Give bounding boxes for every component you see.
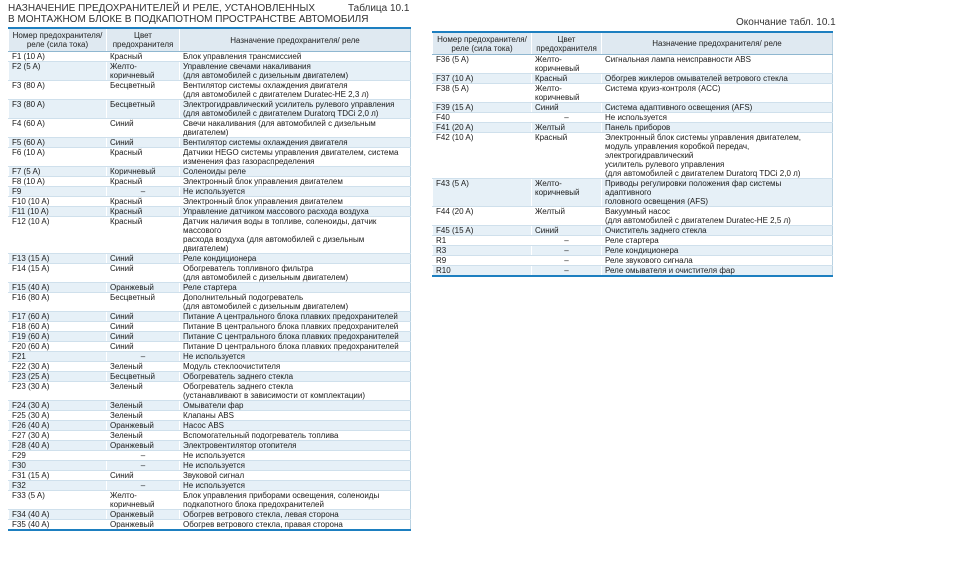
title-line-2: В МОНТАЖНОМ БЛОКЕ В ПОДКАПОТНОМ ПРОСТРАНСТВЕ АВТОМОБИЛЯ (8, 14, 369, 25)
continuation-label: Окончание табл. 10.1 (736, 17, 836, 28)
fuse-color: Синий (107, 342, 180, 352)
fuse-color: – (107, 461, 180, 471)
fuse-color: Оранжевый (107, 510, 180, 520)
fuse-number: F11 (10 A) (9, 207, 107, 217)
fuse-purpose: Дополнительный подогреватель (для автомобилей с дизельным двигателем) (180, 293, 411, 312)
table-row (9, 138, 411, 148)
fuse-number: F19 (60 A) (9, 332, 107, 342)
table-row (9, 382, 411, 401)
fuse-purpose: Вентилятор системы охлаждения двигателя (180, 138, 411, 148)
fuse-purpose: Реле звукового сигнала (602, 256, 833, 266)
fuse-color: Синий (107, 264, 180, 283)
fuse-number: R10 (433, 266, 532, 277)
fuse-purpose: Насос ABS (180, 421, 411, 431)
fuse-color: Синий (532, 103, 602, 113)
table-row (433, 55, 833, 74)
table-row (433, 236, 833, 246)
fuse-number: F42 (10 A) (433, 133, 532, 179)
fuse-number: F44 (20 A) (433, 207, 532, 226)
fuse-color: Желто- коричневый (532, 179, 602, 207)
table-row (9, 451, 411, 461)
table-row (433, 133, 833, 179)
fuse-number: F13 (15 A) (9, 254, 107, 264)
fuse-purpose: Электронный блок управления двигателем (180, 177, 411, 187)
table-row (9, 322, 411, 332)
table-row (9, 342, 411, 352)
fuse-number: F23 (25 A) (9, 372, 107, 382)
table-row (433, 246, 833, 256)
fuse-number: F36 (5 A) (433, 55, 532, 74)
table-row (9, 197, 411, 207)
table-row (9, 481, 411, 491)
fuse-purpose: Звуковой сигнал (180, 471, 411, 481)
table-row (433, 113, 833, 123)
table-row (9, 491, 411, 510)
fuse-purpose: Блок управления приборами освещения, соленоиды подкапотного блока предохранителей (180, 491, 411, 510)
fuse-color: Синий (107, 254, 180, 264)
fuse-number: F27 (30 A) (9, 431, 107, 441)
fuse-color: Оранжевый (107, 283, 180, 293)
fuse-number: F28 (40 A) (9, 441, 107, 451)
table-row (9, 283, 411, 293)
fuse-number: F29 (9, 451, 107, 461)
fuse-number: R1 (433, 236, 532, 246)
fuse-purpose: Панель приборов (602, 123, 833, 133)
fuse-color: Красный (107, 197, 180, 207)
fuse-number: F35 (40 A) (9, 520, 107, 531)
fuse-number: F21 (9, 352, 107, 362)
fuse-purpose: Система круиз-контроля (ACC) (602, 84, 833, 103)
fuse-number: F5 (60 A) (9, 138, 107, 148)
fuse-color: Синий (532, 226, 602, 236)
fuse-color: Бесцветный (107, 100, 180, 119)
fuse-color: Бесцветный (107, 293, 180, 312)
fuse-number: F37 (10 A) (433, 74, 532, 84)
fuse-purpose: Вентилятор системы охлаждения двигателя (для автомобилей с двигателем Duratec-HE 2,3 л) (180, 81, 411, 100)
fuse-number: F6 (10 A) (9, 148, 107, 167)
fuse-purpose: Реле кондиционера (602, 246, 833, 256)
fuse-number: F23 (30 A) (9, 382, 107, 401)
fuse-purpose: Датчик наличия воды в топливе, соленоиды, датчик массового расхода воздуха (для автомобилей с дизельным двигателем) (180, 217, 411, 254)
fuse-color: Красный (107, 217, 180, 254)
fuse-purpose: Приводы регулировки положения фар системы адаптивного головного освещения (AFS) (602, 179, 833, 207)
fuse-table-right (432, 31, 833, 277)
fuse-purpose: Сигнальная лампа неисправности ABS (602, 55, 833, 74)
fuse-number: F25 (30 A) (9, 411, 107, 421)
table-row (9, 510, 411, 520)
fuse-number: F26 (40 A) (9, 421, 107, 431)
table-row (9, 167, 411, 177)
table-row (433, 123, 833, 133)
fuse-color: Синий (107, 471, 180, 481)
fuse-number: F38 (5 A) (433, 84, 532, 103)
header-color: Цвет предохранителя (107, 28, 180, 52)
fuse-number: F3 (80 A) (9, 81, 107, 100)
fuse-color: Желто- коричневый (107, 62, 180, 81)
fuse-purpose: Вакуумный насос (для автомобилей с двигателем Duratec-HE 2,5 л) (602, 207, 833, 226)
fuse-color: Красный (107, 148, 180, 167)
fuse-purpose: Реле стартера (180, 283, 411, 293)
fuse-purpose: Блок управления трансмиссией (180, 52, 411, 62)
fuse-number: F45 (15 A) (433, 226, 532, 236)
table-row (9, 520, 411, 531)
fuse-table-left (8, 27, 411, 531)
fuse-purpose: Не используется (180, 187, 411, 197)
table-row (433, 207, 833, 226)
fuse-number: F9 (9, 187, 107, 197)
fuse-color: – (107, 352, 180, 362)
table-row (9, 100, 411, 119)
fuse-color: Коричневый (107, 167, 180, 177)
fuse-purpose: Электрогидравлический усилитель рулевого управления (для автомобилей с двигателем Duratorq TDCi 2,0 л) (180, 100, 411, 119)
table-row (9, 352, 411, 362)
fuse-purpose: Омыватели фар (180, 401, 411, 411)
fuse-number: F10 (10 A) (9, 197, 107, 207)
fuse-number: F22 (30 A) (9, 362, 107, 372)
fuse-number: R9 (433, 256, 532, 266)
fuse-number: F16 (80 A) (9, 293, 107, 312)
table-row (433, 179, 833, 207)
fuse-color: – (107, 451, 180, 461)
table-row (9, 293, 411, 312)
fuse-number: F1 (10 A) (9, 52, 107, 62)
fuse-color: Красный (532, 133, 602, 179)
header-number: Номер предохранителя/ реле (сила тока) (433, 32, 532, 55)
fuse-purpose: Не используется (180, 481, 411, 491)
fuse-number: F43 (5 A) (433, 179, 532, 207)
fuse-color: Желто- коричневый (532, 55, 602, 74)
table-row (9, 401, 411, 411)
fuse-purpose: Обогреватель заднего стекла (устанавливают в зависимости от комплектации) (180, 382, 411, 401)
table-row (9, 254, 411, 264)
fuse-purpose: Клапаны ABS (180, 411, 411, 421)
fuse-number: F7 (5 A) (9, 167, 107, 177)
table-label: Таблица 10.1 (348, 3, 410, 14)
fuse-purpose: Питание B центрального блока плавких предохранителей (180, 322, 411, 332)
fuse-number: F32 (9, 481, 107, 491)
fuse-number: F41 (20 A) (433, 123, 532, 133)
fuse-number: F17 (60 A) (9, 312, 107, 322)
fuse-purpose: Питание C центрального блока плавких предохранителей (180, 332, 411, 342)
fuse-color: Зеленый (107, 382, 180, 401)
table-row (433, 266, 833, 277)
table-row (9, 372, 411, 382)
fuse-purpose: Электровентилятор отопителя (180, 441, 411, 451)
fuse-number: F2 (5 A) (9, 62, 107, 81)
fuse-color: Красный (107, 177, 180, 187)
title-line-1: НАЗНАЧЕНИЕ ПРЕДОХРАНИТЕЛЕЙ И РЕЛЕ, УСТАНОВЛЕННЫХ (8, 3, 316, 14)
fuse-color: Оранжевый (107, 520, 180, 531)
table-row (9, 421, 411, 431)
fuse-color: Синий (107, 119, 180, 138)
fuse-number: F34 (40 A) (9, 510, 107, 520)
fuse-purpose: Вспомогательный подогреватель топлива (180, 431, 411, 441)
fuse-purpose: Не используется (180, 352, 411, 362)
fuse-color: Зеленый (107, 362, 180, 372)
header-purpose: Назначение предохранителя/ реле (602, 32, 833, 55)
fuse-color: – (532, 113, 602, 123)
table-row (9, 471, 411, 481)
fuse-color: Красный (532, 74, 602, 84)
table-row (9, 411, 411, 421)
fuse-number: F3 (80 A) (9, 100, 107, 119)
fuse-color: – (532, 236, 602, 246)
fuse-number: F39 (15 A) (433, 103, 532, 113)
fuse-color: Синий (107, 138, 180, 148)
table-row (9, 148, 411, 167)
fuse-color: Желто- коричневый (107, 491, 180, 510)
header-color: Цвет предохранителя (532, 32, 602, 55)
fuse-purpose: Питание A центрального блока плавких предохранителей (180, 312, 411, 322)
fuse-number: F33 (5 A) (9, 491, 107, 510)
table-row (433, 74, 833, 84)
header-purpose: Назначение предохранителя/ реле (180, 28, 411, 52)
table-header-row (9, 28, 411, 52)
fuse-color: Синий (107, 332, 180, 342)
fuse-purpose: Электронный блок управления двигателем (180, 197, 411, 207)
fuse-purpose: Питание D центрального блока плавких предохранителей (180, 342, 411, 352)
fuse-color: Красный (107, 207, 180, 217)
table-row (9, 441, 411, 451)
fuse-purpose: Датчики HEGO системы управления двигателем, система изменения фаз газораспределения (180, 148, 411, 167)
fuse-purpose: Свечи накаливания (для автомобилей с дизельным двигателем) (180, 119, 411, 138)
fuse-number: F4 (60 A) (9, 119, 107, 138)
fuse-number: F14 (15 A) (9, 264, 107, 283)
fuse-color: – (532, 246, 602, 256)
fuse-color: Зеленый (107, 401, 180, 411)
fuse-purpose: Очиститель заднего стекла (602, 226, 833, 236)
fuse-purpose: Не используется (602, 113, 833, 123)
header-number: Номер предохранителя/ реле (сила тока) (9, 28, 107, 52)
fuse-color: – (107, 187, 180, 197)
fuse-number: F30 (9, 461, 107, 471)
fuse-purpose: Система адаптивного освещения (AFS) (602, 103, 833, 113)
table-row (9, 207, 411, 217)
table-row (9, 431, 411, 441)
table-row (9, 81, 411, 100)
fuse-color: Бесцветный (107, 81, 180, 100)
fuse-purpose: Обогреватель топливного фильтра (для автомобилей с дизельным двигателем) (180, 264, 411, 283)
fuse-purpose: Модуль стеклоочистителя (180, 362, 411, 372)
fuse-color: Зеленый (107, 411, 180, 421)
fuse-color: Бесцветный (107, 372, 180, 382)
fuse-number: F18 (60 A) (9, 322, 107, 332)
fuse-color: – (532, 256, 602, 266)
fuse-purpose: Обогреватель заднего стекла (180, 372, 411, 382)
fuse-purpose: Управление свечами накаливания (для автомобилей с дизельным двигателем) (180, 62, 411, 81)
table-row (9, 264, 411, 283)
fuse-purpose: Соленоиды реле (180, 167, 411, 177)
fuse-color: Желтый (532, 207, 602, 226)
fuse-purpose: Электронный блок системы управления двигателем, модуль управления коробкой передач, электрогидравлический усилитель рулевого управления (для автомобилей с двигателем Duratorq TDCi 2,0 л) (602, 133, 833, 179)
table-row (9, 332, 411, 342)
fuse-color: Оранжевый (107, 421, 180, 431)
fuse-number: F40 (433, 113, 532, 123)
fuse-purpose: Не используется (180, 451, 411, 461)
table-row (433, 103, 833, 113)
fuse-color: Синий (107, 322, 180, 332)
fuse-purpose: Реле стартера (602, 236, 833, 246)
table-row (9, 62, 411, 81)
fuse-color: – (107, 481, 180, 491)
table-row (9, 119, 411, 138)
fuse-color: – (532, 266, 602, 277)
fuse-color: Синий (107, 312, 180, 322)
fuse-number: F15 (40 A) (9, 283, 107, 293)
fuse-color: Оранжевый (107, 441, 180, 451)
table-row (9, 177, 411, 187)
fuse-number: F12 (10 A) (9, 217, 107, 254)
table-row (433, 256, 833, 266)
table-row (9, 362, 411, 372)
table-row (9, 461, 411, 471)
fuse-color: Желтый (532, 123, 602, 133)
fuse-purpose: Обогрев жиклеров омывателей ветрового стекла (602, 74, 833, 84)
table-row (9, 312, 411, 322)
table-row (9, 187, 411, 197)
fuse-number: R3 (433, 246, 532, 256)
table-row (433, 84, 833, 103)
fuse-purpose: Управление датчиком массового расхода воздуха (180, 207, 411, 217)
table-row (9, 52, 411, 62)
table-row (433, 226, 833, 236)
page-title (8, 3, 368, 25)
fuse-purpose: Реле омывателя и очистителя фар (602, 266, 833, 277)
fuse-purpose: Не используется (180, 461, 411, 471)
fuse-purpose: Обогрев ветрового стекла, левая сторона (180, 510, 411, 520)
fuse-number: F8 (10 A) (9, 177, 107, 187)
fuse-number: F31 (15 A) (9, 471, 107, 481)
fuse-purpose: Реле кондиционера (180, 254, 411, 264)
fuse-color: Желто- коричневый (532, 84, 602, 103)
fuse-number: F20 (60 A) (9, 342, 107, 352)
fuse-color: Зеленый (107, 431, 180, 441)
table-header-row (433, 32, 833, 55)
fuse-number: F24 (30 A) (9, 401, 107, 411)
table-row (9, 217, 411, 254)
fuse-color: Красный (107, 52, 180, 62)
fuse-purpose: Обогрев ветрового стекла, правая сторона (180, 520, 411, 531)
